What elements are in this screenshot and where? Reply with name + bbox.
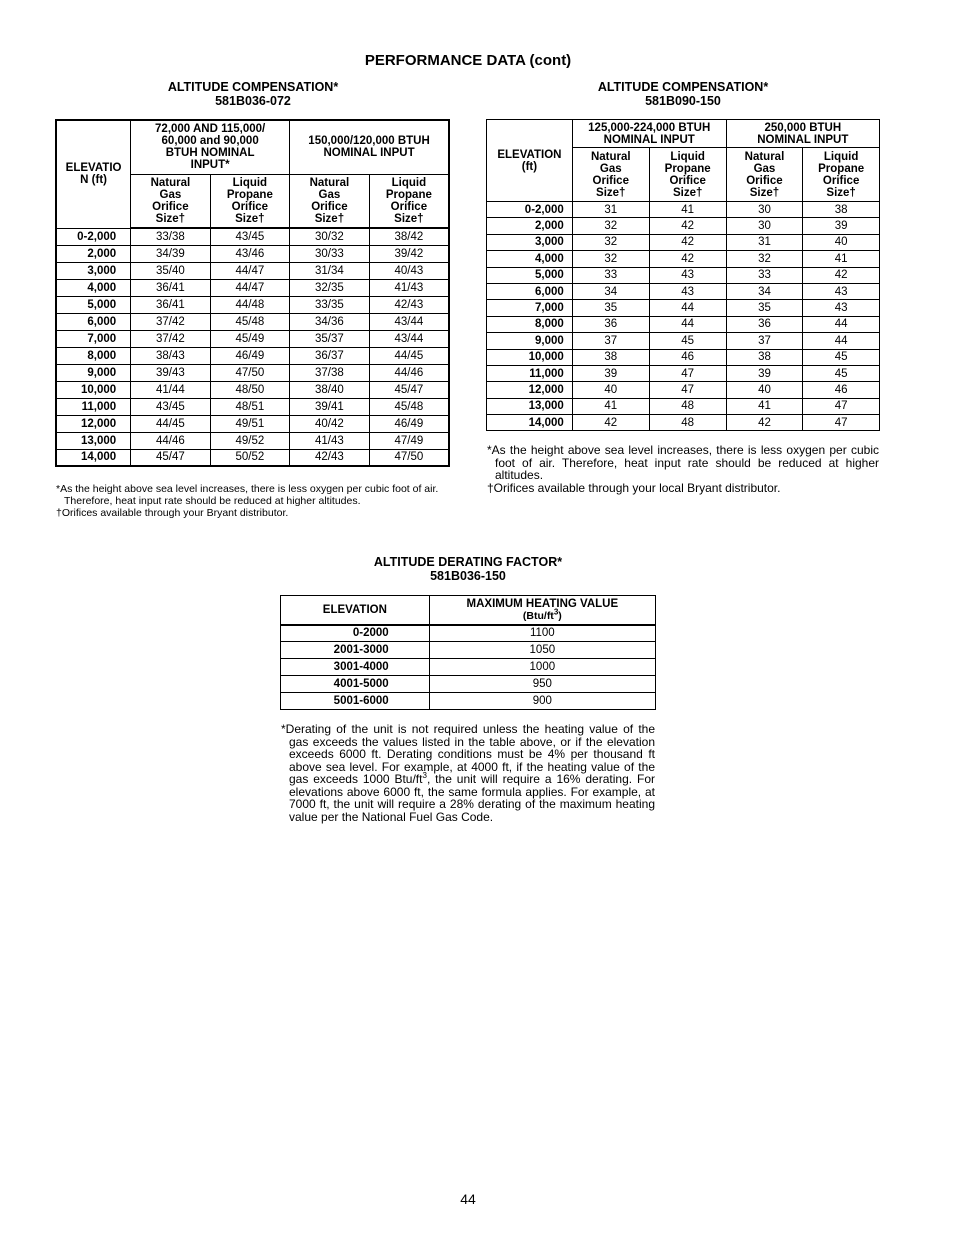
table-row: [487, 415, 880, 431]
altitude-compensation-table-090-150: [486, 119, 880, 431]
elevation-cell: 4,000: [487, 251, 573, 267]
table1-subheader: Natural Gas Orifice Size†: [131, 174, 210, 228]
elevation-cell: 7,000: [487, 300, 573, 316]
table2-subheader: Liquid Propane Orifice Size†: [649, 148, 726, 202]
value-cell: 39/42: [369, 245, 449, 262]
table-row: [281, 676, 656, 693]
value-cell: 42: [649, 218, 726, 234]
value-cell: 33: [726, 267, 803, 283]
value-cell: 43/44: [369, 313, 449, 330]
table1-subheader: Liquid Propane Orifice Size†: [369, 174, 449, 228]
table-row: [56, 228, 449, 245]
value-cell: 48: [649, 398, 726, 414]
table2-notes: [487, 444, 879, 494]
value-cell: 32/35: [290, 279, 370, 296]
table-row: [56, 398, 449, 415]
value-cell: 38/42: [369, 228, 449, 245]
table1-subheader: Natural Gas Orifice Size†: [290, 174, 370, 228]
value-cell: 36: [572, 316, 649, 332]
value-cell: 45/48: [369, 398, 449, 415]
page-title: PERFORMANCE DATA (cont): [364, 52, 572, 69]
elevation-cell: 0-2000: [281, 625, 430, 642]
value-cell: 41: [572, 398, 649, 414]
table3-title: [280, 555, 656, 583]
value-cell: 48: [649, 415, 726, 431]
elevation-cell: 10,000: [56, 381, 131, 398]
value-cell: 38/40: [290, 381, 370, 398]
value-cell: 950: [429, 676, 655, 693]
value-cell: 43/45: [131, 398, 210, 415]
table-row: [281, 659, 656, 676]
table-row: [487, 365, 880, 381]
table2-note-altitude: *As the height above sea level increases, there is less oxygen per cubic foot of air. Therefore, heat input rate should be reduced at higher altitudes.: [487, 443, 879, 482]
value-cell: 30/33: [290, 245, 370, 262]
table1-header-group1: 72,000 AND 115,000/ 60,000 and 90,000 BTUH NOMINAL INPUT*: [131, 120, 290, 174]
value-cell: 1000: [429, 659, 655, 676]
table1-subheader: Liquid Propane Orifice Size†: [210, 174, 289, 228]
table2-subheader: Natural Gas Orifice Size†: [572, 148, 649, 202]
table2-title: [486, 80, 880, 108]
value-cell: 35: [726, 300, 803, 316]
elevation-cell: 9,000: [487, 333, 573, 349]
table3-subtitle: 581B036-150: [430, 569, 506, 583]
value-cell: 40/43: [369, 262, 449, 279]
value-cell: 41/43: [290, 432, 370, 449]
value-cell: 900: [429, 693, 655, 710]
table-row: [281, 625, 656, 642]
value-cell: 31: [572, 202, 649, 218]
value-cell: 47/50: [210, 364, 289, 381]
elevation-cell: 11,000: [56, 398, 131, 415]
table-row: [487, 382, 880, 398]
table-row: [56, 364, 449, 381]
table-row: [487, 333, 880, 349]
value-cell: 31/34: [290, 262, 370, 279]
value-cell: 37: [726, 333, 803, 349]
value-cell: 33/38: [131, 228, 210, 245]
elevation-cell: 6,000: [487, 283, 573, 299]
value-cell: 42/43: [369, 296, 449, 313]
table-row: [56, 381, 449, 398]
table-row: [56, 415, 449, 432]
value-cell: 47: [649, 382, 726, 398]
table1-notes: [56, 483, 452, 519]
value-cell: 41/43: [369, 279, 449, 296]
value-cell: 44/47: [210, 262, 289, 279]
value-cell: 46: [803, 382, 880, 398]
elevation-cell: 4,000: [56, 279, 131, 296]
value-cell: 40: [572, 382, 649, 398]
table2-subheader: Natural Gas Orifice Size†: [726, 148, 803, 202]
value-cell: 45/47: [131, 449, 210, 466]
table-row: [281, 642, 656, 659]
value-cell: 33: [572, 267, 649, 283]
value-cell: 49/52: [210, 432, 289, 449]
table-row: [56, 330, 449, 347]
table3-note: [281, 723, 655, 823]
value-cell: 42/43: [290, 449, 370, 466]
table-row: [487, 234, 880, 250]
elevation-cell: 5001-6000: [281, 693, 430, 710]
value-cell: 36/41: [131, 296, 210, 313]
value-cell: 50/52: [210, 449, 289, 466]
elevation-cell: 2,000: [56, 245, 131, 262]
table3-title-text: ALTITUDE DERATING FACTOR*: [373, 555, 563, 569]
value-cell: 43/44: [369, 330, 449, 347]
table-row: [487, 283, 880, 299]
elevation-cell: 2,000: [487, 218, 573, 234]
value-cell: 42: [649, 234, 726, 250]
elevation-cell: 5,000: [487, 267, 573, 283]
value-cell: 46/49: [369, 415, 449, 432]
table-row: [487, 251, 880, 267]
elevation-cell: 9,000: [56, 364, 131, 381]
table3-header-elevation: ELEVATION: [281, 596, 430, 625]
table-row: [56, 245, 449, 262]
value-cell: 43: [803, 300, 880, 316]
value-cell: 47: [649, 365, 726, 381]
value-cell: 49/51: [210, 415, 289, 432]
value-cell: 44: [803, 316, 880, 332]
value-cell: 38: [572, 349, 649, 365]
elevation-cell: 11,000: [487, 365, 573, 381]
value-cell: 46/49: [210, 347, 289, 364]
table-row: [487, 300, 880, 316]
table3-header-value-label: MAXIMUM HEATING VALUE: [466, 597, 619, 610]
elevation-cell: 0-2,000: [56, 228, 131, 245]
table1-title-text: ALTITUDE COMPENSATION*: [167, 80, 339, 94]
value-cell: 32: [572, 218, 649, 234]
elevation-cell: 12,000: [56, 415, 131, 432]
elevation-cell: 13,000: [56, 432, 131, 449]
value-cell: 42: [572, 415, 649, 431]
value-cell: 39: [803, 218, 880, 234]
value-cell: 44: [803, 333, 880, 349]
value-cell: 44/45: [131, 415, 210, 432]
value-cell: 39: [572, 365, 649, 381]
value-cell: 37/42: [131, 313, 210, 330]
value-cell: 44/45: [369, 347, 449, 364]
value-cell: 47/50: [369, 449, 449, 466]
elevation-cell: 0-2,000: [487, 202, 573, 218]
value-cell: 36: [726, 316, 803, 332]
value-cell: 37/38: [290, 364, 370, 381]
value-cell: 42: [803, 267, 880, 283]
table-row: [487, 218, 880, 234]
elevation-cell: 14,000: [56, 449, 131, 466]
table-row: [56, 296, 449, 313]
value-cell: 1050: [429, 642, 655, 659]
table1-note-altitude: *As the height above sea level increases, there is less oxygen per cubic foot of air. Therefore, heat input rate should be reduced at higher altitudes.: [56, 483, 439, 507]
table1-subtitle: 581B036-072: [215, 94, 291, 108]
value-cell: 34/39: [131, 245, 210, 262]
value-cell: 34: [726, 283, 803, 299]
elevation-cell: 12,000: [487, 382, 573, 398]
table-row: [56, 432, 449, 449]
value-cell: 30: [726, 202, 803, 218]
value-cell: 45: [803, 365, 880, 381]
page-number: 44: [460, 1191, 476, 1207]
table-row: [487, 267, 880, 283]
table-row: [487, 349, 880, 365]
value-cell: 38: [803, 202, 880, 218]
table1-header-elevation: ELEVATIO N (ft): [56, 120, 131, 228]
table2-header-elevation: ELEVATION (ft): [487, 120, 573, 202]
elevation-cell: 6,000: [56, 313, 131, 330]
elevation-cell: 14,000: [487, 415, 573, 431]
table2-subheader: Liquid Propane Orifice Size†: [803, 148, 880, 202]
elevation-cell: 13,000: [487, 398, 573, 414]
table1-note-orifices: †Orifices available through your Bryant distributor.: [56, 507, 289, 519]
value-cell: 44/48: [210, 296, 289, 313]
value-cell: 34/36: [290, 313, 370, 330]
value-cell: 41: [649, 202, 726, 218]
value-cell: 35: [572, 300, 649, 316]
value-cell: 30: [726, 218, 803, 234]
value-cell: 43: [649, 267, 726, 283]
value-cell: 42: [649, 251, 726, 267]
value-cell: 32: [572, 251, 649, 267]
table1-title: [56, 80, 450, 108]
value-cell: 44/46: [369, 364, 449, 381]
table-row: [56, 279, 449, 296]
value-cell: 40: [803, 234, 880, 250]
elevation-cell: 3,000: [487, 234, 573, 250]
table-row: [487, 398, 880, 414]
value-cell: 38: [726, 349, 803, 365]
value-cell: 48/50: [210, 381, 289, 398]
value-cell: 36/37: [290, 347, 370, 364]
table-row: [56, 262, 449, 279]
value-cell: 38/43: [131, 347, 210, 364]
table3-note-derating: *Derating of the unit is not required unless the heating value of the gas exceeds the values listed in the table above, or if the elevation exceeds 6000 ft. Derating conditions must be 4% per thousand ft above sea level. For example, at 4000 ft, if the heating value of the gas exceeds 1000 Btu/$ft^3$, the unit will require a 16% derating. For elevations above 6000 ft, the same formula applies. For example, at 7000 ft, the unit will require a 28% derating of the maximum heating value per the National Fuel Gas Code.: [281, 722, 655, 824]
elevation-cell: 10,000: [487, 349, 573, 365]
value-cell: 48/51: [210, 398, 289, 415]
value-cell: 44: [649, 300, 726, 316]
table-row: [487, 202, 880, 218]
value-cell: 45/48: [210, 313, 289, 330]
value-cell: 32: [726, 251, 803, 267]
value-cell: 37: [572, 333, 649, 349]
table2-title-text: ALTITUDE COMPENSATION*: [597, 80, 769, 94]
value-cell: 44: [649, 316, 726, 332]
value-cell: 44/46: [131, 432, 210, 449]
value-cell: 45: [649, 333, 726, 349]
table-row: [281, 693, 656, 710]
table-row: [56, 313, 449, 330]
value-cell: 32: [572, 234, 649, 250]
elevation-cell: 5,000: [56, 296, 131, 313]
value-cell: 30/32: [290, 228, 370, 245]
elevation-cell: 3,000: [56, 262, 131, 279]
value-cell: 31: [726, 234, 803, 250]
value-cell: 41: [803, 251, 880, 267]
value-cell: 41: [726, 398, 803, 414]
table-row: [56, 347, 449, 364]
value-cell: 42: [726, 415, 803, 431]
value-cell: 45/49: [210, 330, 289, 347]
value-cell: 43: [649, 283, 726, 299]
table-row: [56, 449, 449, 466]
table2-note-orifices: †Orifices available through your local Bryant distributor.: [487, 480, 781, 495]
altitude-compensation-table-036-072: [55, 119, 450, 467]
value-cell: 43/46: [210, 245, 289, 262]
value-cell: 44/47: [210, 279, 289, 296]
elevation-cell: 8,000: [56, 347, 131, 364]
value-cell: 47: [803, 398, 880, 414]
table-row: [487, 316, 880, 332]
value-cell: 37/42: [131, 330, 210, 347]
value-cell: 47: [803, 415, 880, 431]
value-cell: 46: [649, 349, 726, 365]
value-cell: 45: [803, 349, 880, 365]
value-cell: 47/49: [369, 432, 449, 449]
table2-header-group2: 250,000 BTUH NOMINAL INPUT: [726, 120, 879, 148]
value-cell: 36/41: [131, 279, 210, 296]
elevation-cell: 2001-3000: [281, 642, 430, 659]
value-cell: 34: [572, 283, 649, 299]
value-cell: 40: [726, 382, 803, 398]
elevation-cell: 7,000: [56, 330, 131, 347]
value-cell: 41/44: [131, 381, 210, 398]
value-cell: 39/41: [290, 398, 370, 415]
value-cell: 45/47: [369, 381, 449, 398]
value-cell: 43: [803, 283, 880, 299]
table3-header-max-heating-value: [429, 596, 655, 625]
elevation-cell: 4001-5000: [281, 676, 430, 693]
value-cell: 39: [726, 365, 803, 381]
value-cell: 43/45: [210, 228, 289, 245]
value-cell: 1100: [429, 625, 655, 642]
value-cell: 39/43: [131, 364, 210, 381]
table1-header-group2: 150,000/120,000 BTUH NOMINAL INPUT: [290, 120, 449, 174]
table2-header-group1: 125,000-224,000 BTUH NOMINAL INPUT: [572, 120, 726, 148]
value-cell: 33/35: [290, 296, 370, 313]
value-cell: 40/42: [290, 415, 370, 432]
table2-subtitle: 581B090-150: [645, 94, 721, 108]
elevation-cell: 8,000: [487, 316, 573, 332]
value-cell: 35/37: [290, 330, 370, 347]
elevation-cell: 3001-4000: [281, 659, 430, 676]
table3-header-value-unit: $(Btu/ft^3)$: [522, 607, 562, 622]
altitude-derating-factor-table: [280, 595, 656, 710]
value-cell: 35/40: [131, 262, 210, 279]
